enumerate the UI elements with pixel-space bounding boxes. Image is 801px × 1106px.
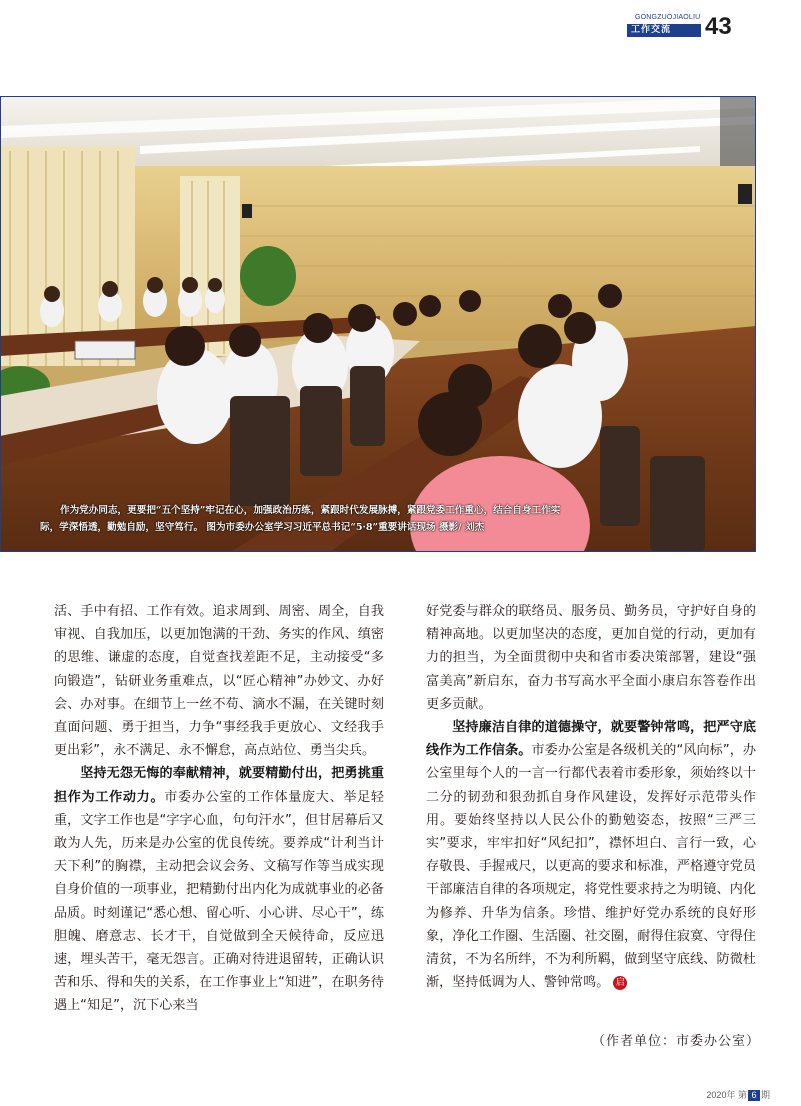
paragraph-heading: 坚持廉洁自律的道德操守，就要警钟常鸣，把严守底线作为工作信条。 [426,720,756,759]
paragraph-text: 市委办公室是各级机关的“风向标”，办公室里每个人的一言一行都代表着市委形象，须始终以十二分的韧劲和狠劲抓自身作风建设，发挥好示范带头作用。要始终坚持以人民公仆的勤勉姿态，按照“三严三实”要求，牢牢扣好“风纪扣”，襟怀坦白、言行一致，心存敬畏、手握戒尺，以更高的要求和标准，严格遵守党员干部廉洁自律的各项规定，将党性要求持之为明镜、内化为修养、升华为信条。珍惜、维护好党办系统的良好形象，净化工作圈、生活圈、社交圈，耐得住寂寞、守得住清贫，不为名所绊，不为利所羁，做到坚守底线、防微杜渐，坚持低调为人、警钟常鸣。 [426,743,756,991]
footer-issue-prefix: 第 [737,1090,747,1100]
paragraph [426,716,756,994]
meeting-photo [0,96,756,552]
end-mark-icon: 启 [613,976,627,990]
paragraph [54,762,384,1017]
footer-issue-suffix: 期 [760,1090,770,1100]
meeting-room-illustration [0,96,756,552]
footer-year: 2020年 [706,1090,736,1100]
paragraph-text: 市委办公室的工作体量庞大、举足轻重，文字工作也是“字字心血，句句汗水”，但甘居幕后又敢为人先，历来是办公室的优良传统。要养成“计利当计天下利”的胸襟，主动把会议会务、文稿写作等当成实现自身价值的一项事业，把精勤付出内化为成就事业的必备品质。时刻谨记“悉心想、留心听、小心讲、尽心干”，练胆魄、磨意志、长才干，自觉做到全天候待命，反应迅速，埋头苦干，毫无怨言。正确对待进退留转，正确认识苦和乐、得和失的关系，在工作事业上“知进”，在职务待遇上“知足”，沉下心来当 [54,789,385,1014]
page-footer [640,1088,770,1101]
column-name-badge [627,24,701,37]
right-column [426,600,756,994]
column-pinyin: GONGZUOJIAOLIU [635,14,701,21]
footer-issue-number: 6 [748,1090,760,1101]
page-header [627,14,757,44]
author-affiliation: （作者单位：市委办公室） [591,1034,760,1049]
caption-line-1: 作为党办同志，更要把“五个坚持”牢记在心，加强政治历练，紧跟时代发展脉搏，紧跟党委工作重心，结合自身工作实 [60,505,561,516]
paragraph-heading: 坚持无怨无悔的奉献精神，就要精勤付出，把勇挑重担作为工作动力。 [54,766,384,805]
paragraph: 好党委与群众的联络员、服务员、勤务员，守护好自身的精神高地。以更加坚决的态度，更加自觉的行动，更加有力的担当，为全面贯彻中央和省市委决策部署，建设“强富美高”新启东，奋力书写高水平全面小康启东答卷作出更多贡献。 [426,604,756,712]
paragraph: 活、手中有招、工作有效。追求周到、周密、周全，自我审视、自我加压，以更加饱满的干劲、务实的作风、缜密的思维、谦虚的态度，自觉查找差距不足，主动接受“多向锻造”，钻研业务重难点，以“匠心精神”办妙文、办好会、办对事。在细节上一丝不苟、滴水不漏，在关键时刻直面问题、勇于担当，力争“事经我手更放心、文经我手更出彩”，永不满足、永不懈怠，高点站位、勇当尖兵。 [54,604,384,759]
photo-caption [40,502,640,536]
caption-line-2: 际，学深悟透，勤勉自励，坚守笃行。 图为市委办公室学习习近平总书记“5·8”重要讲话现场 摄影/ 刘杰 [40,522,485,533]
page-number: 43 [705,13,732,40]
column-name: 工作交流 [631,25,672,35]
left-column [54,600,384,1018]
